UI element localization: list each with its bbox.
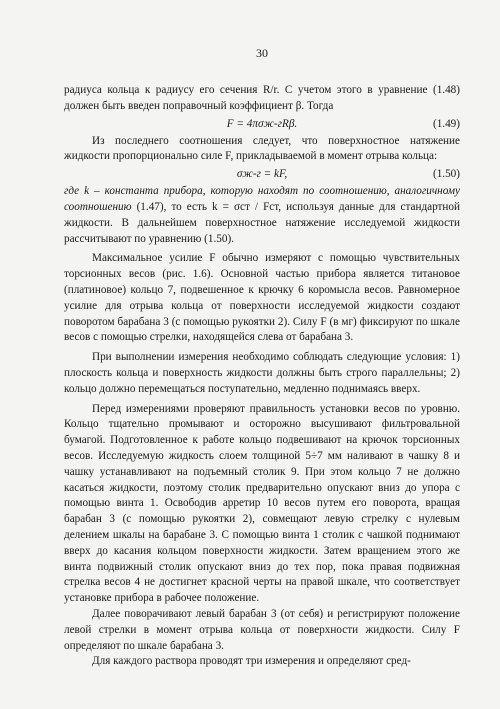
equation-1-50 <box>64 166 460 182</box>
equation-1-49 <box>64 116 460 132</box>
paragraph-3 <box>64 184 460 247</box>
paragraph-7: Далее поворачивают левый барабан 3 (от себя) и регистрируют положение левой стрелки в момент отрыва кольца от поверхности жидкости. Силу F определяют по шкале барабана 3. <box>64 607 460 652</box>
paragraph-8: Для каждого раствора проводят три измерения и определяют сред- <box>92 655 411 668</box>
paragraph-4: Максимальное усилие F обычно измеряют с помощью чувствительных торсионных весов (рис. 1.6). Основной частью прибора является титановое (платиновое) кольцо 7, подвешенное к крючку 6 коромысла весов. Равномерное усилие для отрыва кольца от поверхности исследуемой жидкости создают поворотом барабана 3 (с помощью рукоятки 2). Силу F (в мг) фиксируют по шкале весов с помощью стрелки, находящейся слева от барабана 3. <box>64 252 460 344</box>
paragraph-1: радиуса кольца к радиусу его сечения R/r. С учетом этого в уравнение (1.48) должен быть введен поправочный коэффициент β. Тогда <box>64 84 460 112</box>
paragraph-5: При выполнении измерения необходимо соблюдать следующие условия: 1) плоскость кольца и поверхность жидкости должны быть строго параллельны; 2) кольцо должно перемещаться поступательно, медленно поднимаясь вверх. <box>64 351 460 395</box>
paragraph-6: Перед измерениями проверяют правильность установки весов по уровню. Кольцо тщательно промывают и осторожно высушивают фильтровальной бумагой. Подготовленное к работе кольцо подвешивают на крючок торсионных весов. Исследуемую жидкость слоем толщиной 5÷7 мм наливают в чашку 8 и чашку устанавливают на подъемный столик 9. При этом кольцо 7 не должно касаться жидкости, поэтому столик предварительно опускают вниз до упора с помощью винта 1. Освободив арретир 10 весов путем его поворота, вращая барабан 3 (с помощью рукоятки 2), совмещают левую стрелку с нулевым делением шкалы на барабане 3. С помощью винта 1 столик с чашкой поднимают вверх до касания кольцом поверхности жидкости. Затем вращением этого же винта подвижный столик опускают вниз до тех пор, пока правая подвижная стрелка весов 4 не достигнет красной черты на правой шкале, что соответствует установке прибора в рабочее положение. <box>64 402 460 605</box>
equation-formula: F = 4πσж-гRβ. <box>226 117 298 130</box>
equation-number: (1.50) <box>432 168 460 181</box>
paragraph-3-rest: (1.47), то есть k = σст / Fст, используя данные для стандартной жидкости. В дальнейшем поверхностное натяжение исследуемой жидкости рассчитывают по уравнению (1.50). <box>64 200 460 245</box>
equation-formula: σж-г = kF, <box>236 168 288 181</box>
paragraph-3-italic: где k – константа прибора, которую находят по соотношению, аналогичному соотношению <box>64 185 460 213</box>
page-number: 30 <box>256 46 268 60</box>
equation-number: (1.49) <box>432 117 460 130</box>
paragraph-2: Из последнего соотношения следует, что поверхностное натяжение жидкости пропорционально силе F, прикладываемой в момент отрыва кольца: <box>64 134 460 163</box>
